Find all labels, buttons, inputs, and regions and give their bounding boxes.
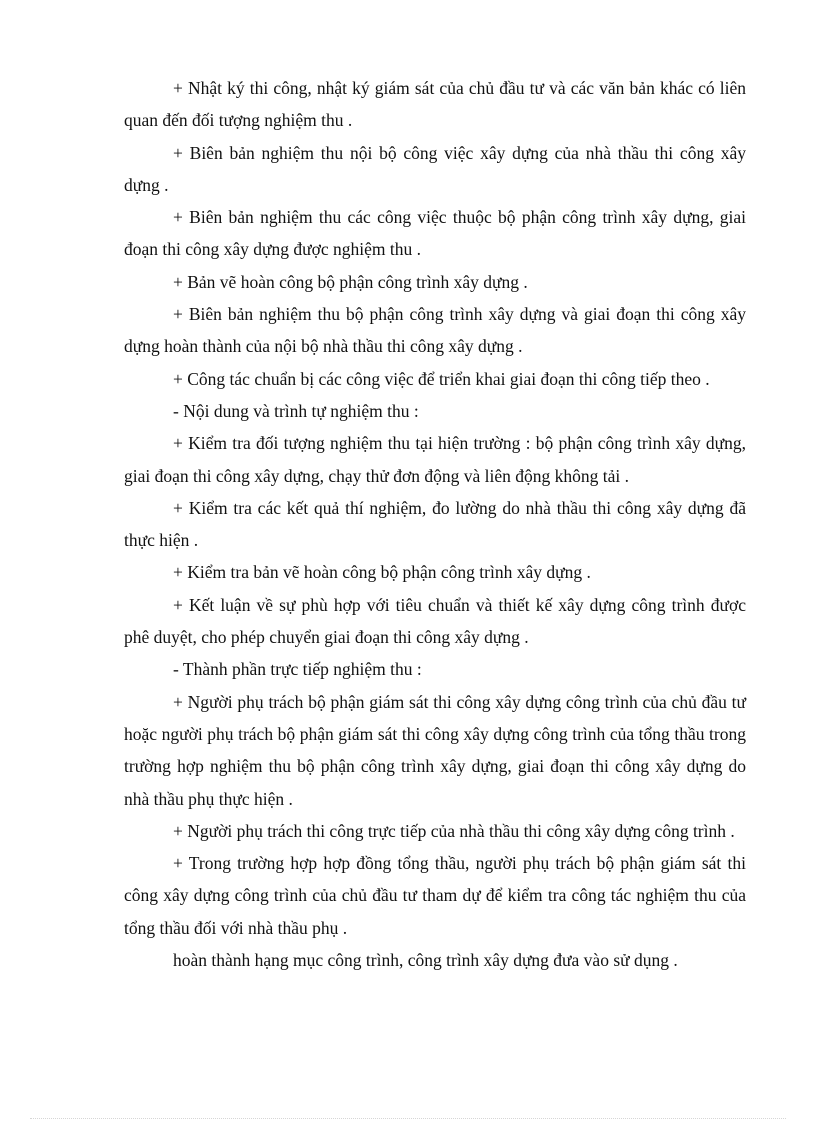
paragraph: + Trong trường hợp hợp đồng tổng thầu, người phụ trách bộ phận giám sát thi công xây dựng công trình của chủ đầu tư tham dự để kiểm tra công tác nghiệm thu của tổng thầu đối với nhà thầu phụ .	[124, 853, 746, 938]
paragraph: + Kết luận về sự phù hợp với tiêu chuẩn và thiết kế xây dựng công trình được phê duyệt, cho phép chuyển giai đoạn thi công xây dựng .	[124, 594, 746, 648]
paragraph: hoàn thành hạng mục công trình, công trình xây dựng đưa vào sử dụng .	[173, 950, 678, 971]
paragraph: + Kiểm tra đối tượng nghiệm thu tại hiện trường : bộ phận công trình xây dựng, giai đoạn thi công xây dựng, chạy thử đơn động và liên động không tải .	[124, 433, 746, 486]
paragraph: + Công tác chuẩn bị các công việc để triển khai giai đoạn thi công tiếp theo .	[173, 368, 710, 389]
paragraph: + Biên bản nghiệm thu bộ phận công trình xây dựng và giai đoạn thi công xây dựng hoàn thành của nội bộ nhà thầu thi công xây dựng .	[124, 304, 746, 357]
paragraph: + Biên bản nghiệm thu nội bộ công việc xây dựng của nhà thầu thi công xây dựng .	[124, 142, 746, 195]
paragraph: + Biên bản nghiệm thu các công việc thuộc bộ phận công trình xây dựng, giai đoạn thi công xây dựng được nghiệm thu .	[124, 207, 746, 260]
paragraph: + Người phụ trách bộ phận giám sát thi công xây dựng công trình của chủ đầu tư hoặc người phụ trách bộ phận giám sát thi công xây dựng công trình của tổng thầu trong trường hợp nghiệm thu bộ phận công trình xây dựng, giai đoạn thi công xây dựng do nhà thầu phụ thực hiện .	[124, 691, 746, 809]
section-heading: - Thành phần trực tiếp nghiệm thu :	[173, 659, 422, 680]
paragraph: + Kiểm tra bản vẽ hoàn công bộ phận công trình xây dựng .	[173, 562, 591, 583]
paragraph: + Người phụ trách thi công trực tiếp của nhà thầu thi công xây dựng công trình .	[173, 820, 735, 841]
paragraph: + Bản vẽ hoàn công bộ phận công trình xây dựng .	[173, 271, 528, 292]
section-heading: - Nội dung và trình tự nghiệm thu :	[173, 400, 419, 421]
paragraph: + Kiểm tra các kết quả thí nghiệm, đo lường do nhà thầu thi công xây dựng đã thực hiện .	[124, 497, 746, 551]
paragraph: + Nhật ký thi công, nhật ký giám sát của chủ đầu tư và các văn bản khác có liên quan đến đối tượng nghiệm thu .	[124, 78, 746, 131]
document-body	[124, 72, 746, 976]
page-bottom-divider	[30, 1118, 786, 1119]
